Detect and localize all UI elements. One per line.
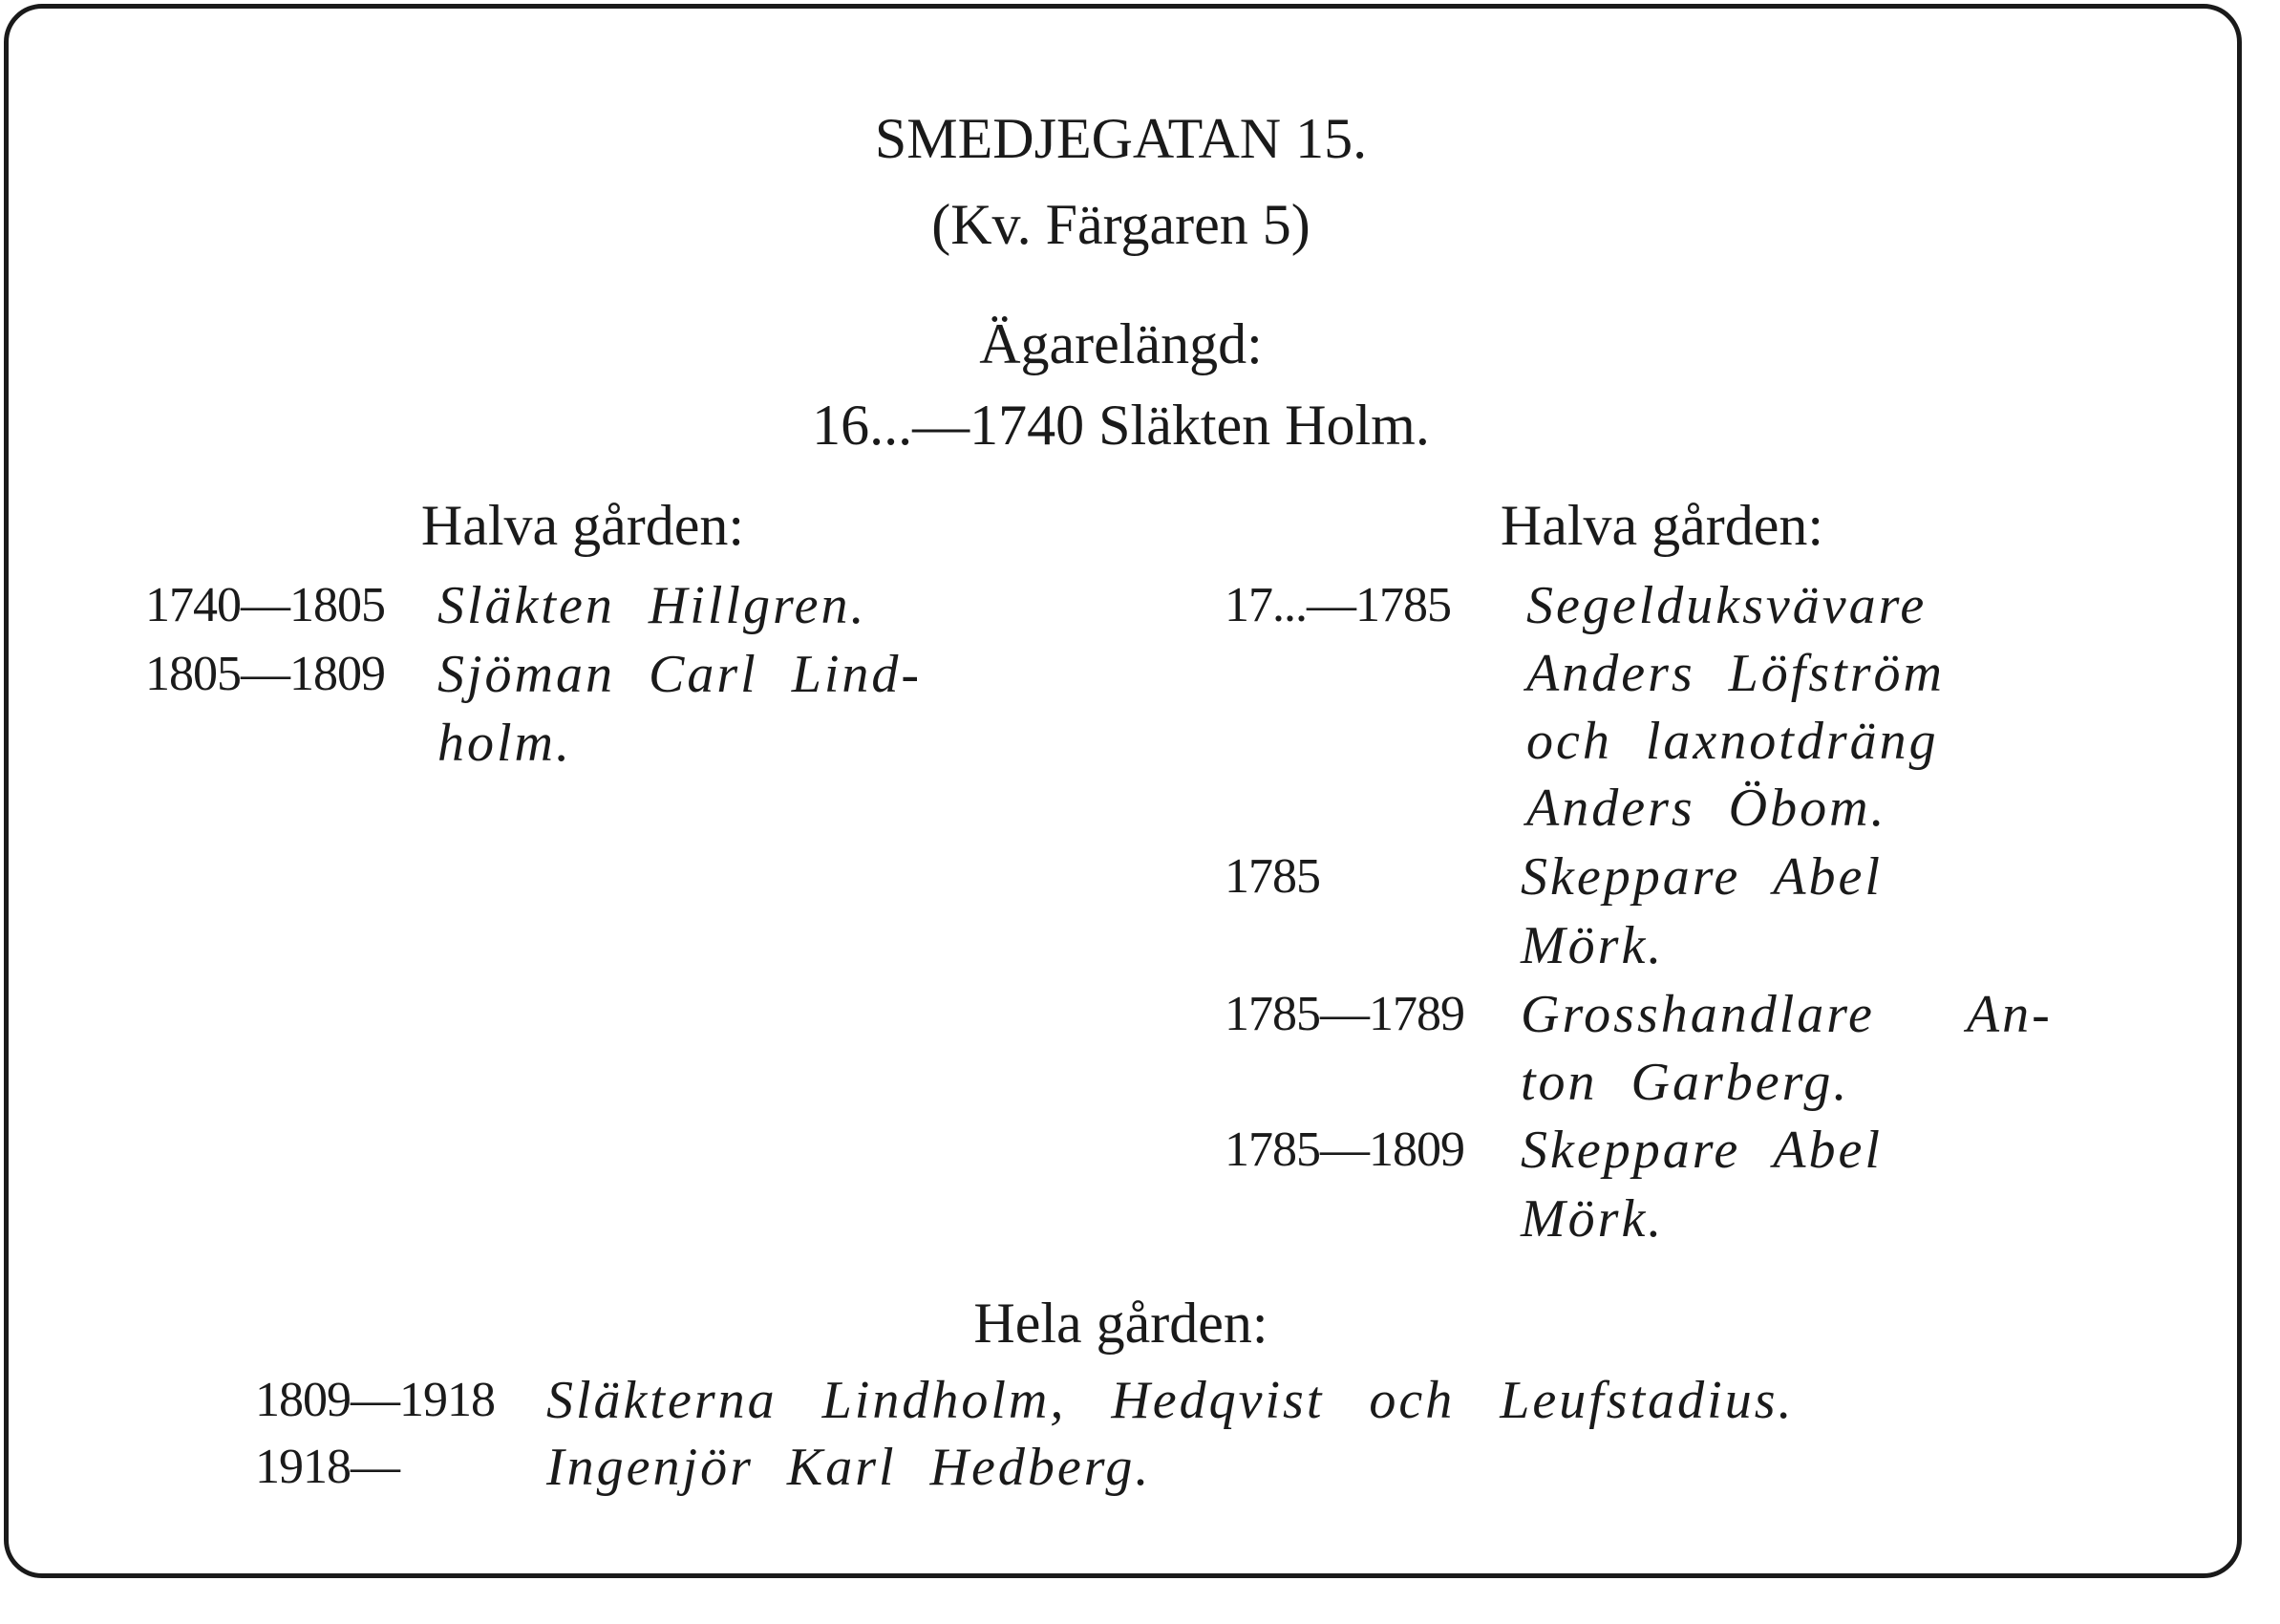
page-title: SMEDJEGATAN 15. — [874, 107, 1368, 170]
right-entry-1-line-2: Anders Löfström — [1526, 644, 1945, 703]
right-entry-1-line-4: Anders Öbom. — [1526, 779, 1887, 838]
right-entry-2-years: 1785 — [1225, 849, 1320, 904]
right-entry-1-years: 17...—1785 — [1225, 578, 1451, 632]
whole-entry-2-line-1: Ingenjör Karl Hedberg. — [546, 1438, 1152, 1497]
left-entry-2-years: 1805—1809 — [145, 647, 385, 701]
first-owner — [0, 394, 2242, 457]
right-entry-3-years: 1785—1789 — [1225, 987, 1464, 1041]
whole-heading: Hela gården: — [973, 1292, 1268, 1355]
right-entry-4-line-2: Mörk. — [1521, 1189, 1665, 1249]
whole-entry-2-years: 1918— — [255, 1440, 399, 1494]
left-entry-2-line-1: Sjöman Carl Lind- — [437, 645, 923, 704]
left-half-heading: Halva gården: — [420, 494, 745, 557]
right-entry-3-line-2: ton Garberg. — [1521, 1053, 1850, 1112]
whole-entry-1-line-1: Släkterna Lindholm, Hedqvist och Leufstadius. — [546, 1371, 1795, 1430]
left-entry-1-line-1: Släkten Hillgren. — [437, 576, 867, 635]
first-owner-name: Släkten Holm. — [1098, 394, 1430, 457]
right-entry-1-line-1: Segelduksvävare — [1526, 576, 1928, 635]
right-entry-3-line-1: Grosshandlare An- — [1521, 985, 2053, 1044]
right-entry-4-line-1: Skeppare Abel — [1521, 1121, 1883, 1180]
owner-list-heading: Ägarelängd: — [979, 312, 1263, 375]
whole-entry-1-years: 1809—1918 — [255, 1373, 495, 1427]
page-subtitle: (Kv. Färgaren 5) — [931, 193, 1310, 256]
left-entry-1-years: 1740—1805 — [145, 578, 385, 632]
right-entry-1-line-3: och laxnotdräng — [1526, 712, 1939, 771]
left-entry-2-line-2: holm. — [437, 714, 572, 773]
right-entry-2-line-2: Mörk. — [1521, 916, 1665, 975]
first-owner-years: 16...—1740 — [812, 394, 1085, 457]
right-half-heading: Halva gården: — [1500, 494, 1824, 557]
right-entry-4-years: 1785—1809 — [1225, 1122, 1464, 1177]
right-entry-2-line-1: Skeppare Abel — [1521, 847, 1883, 907]
